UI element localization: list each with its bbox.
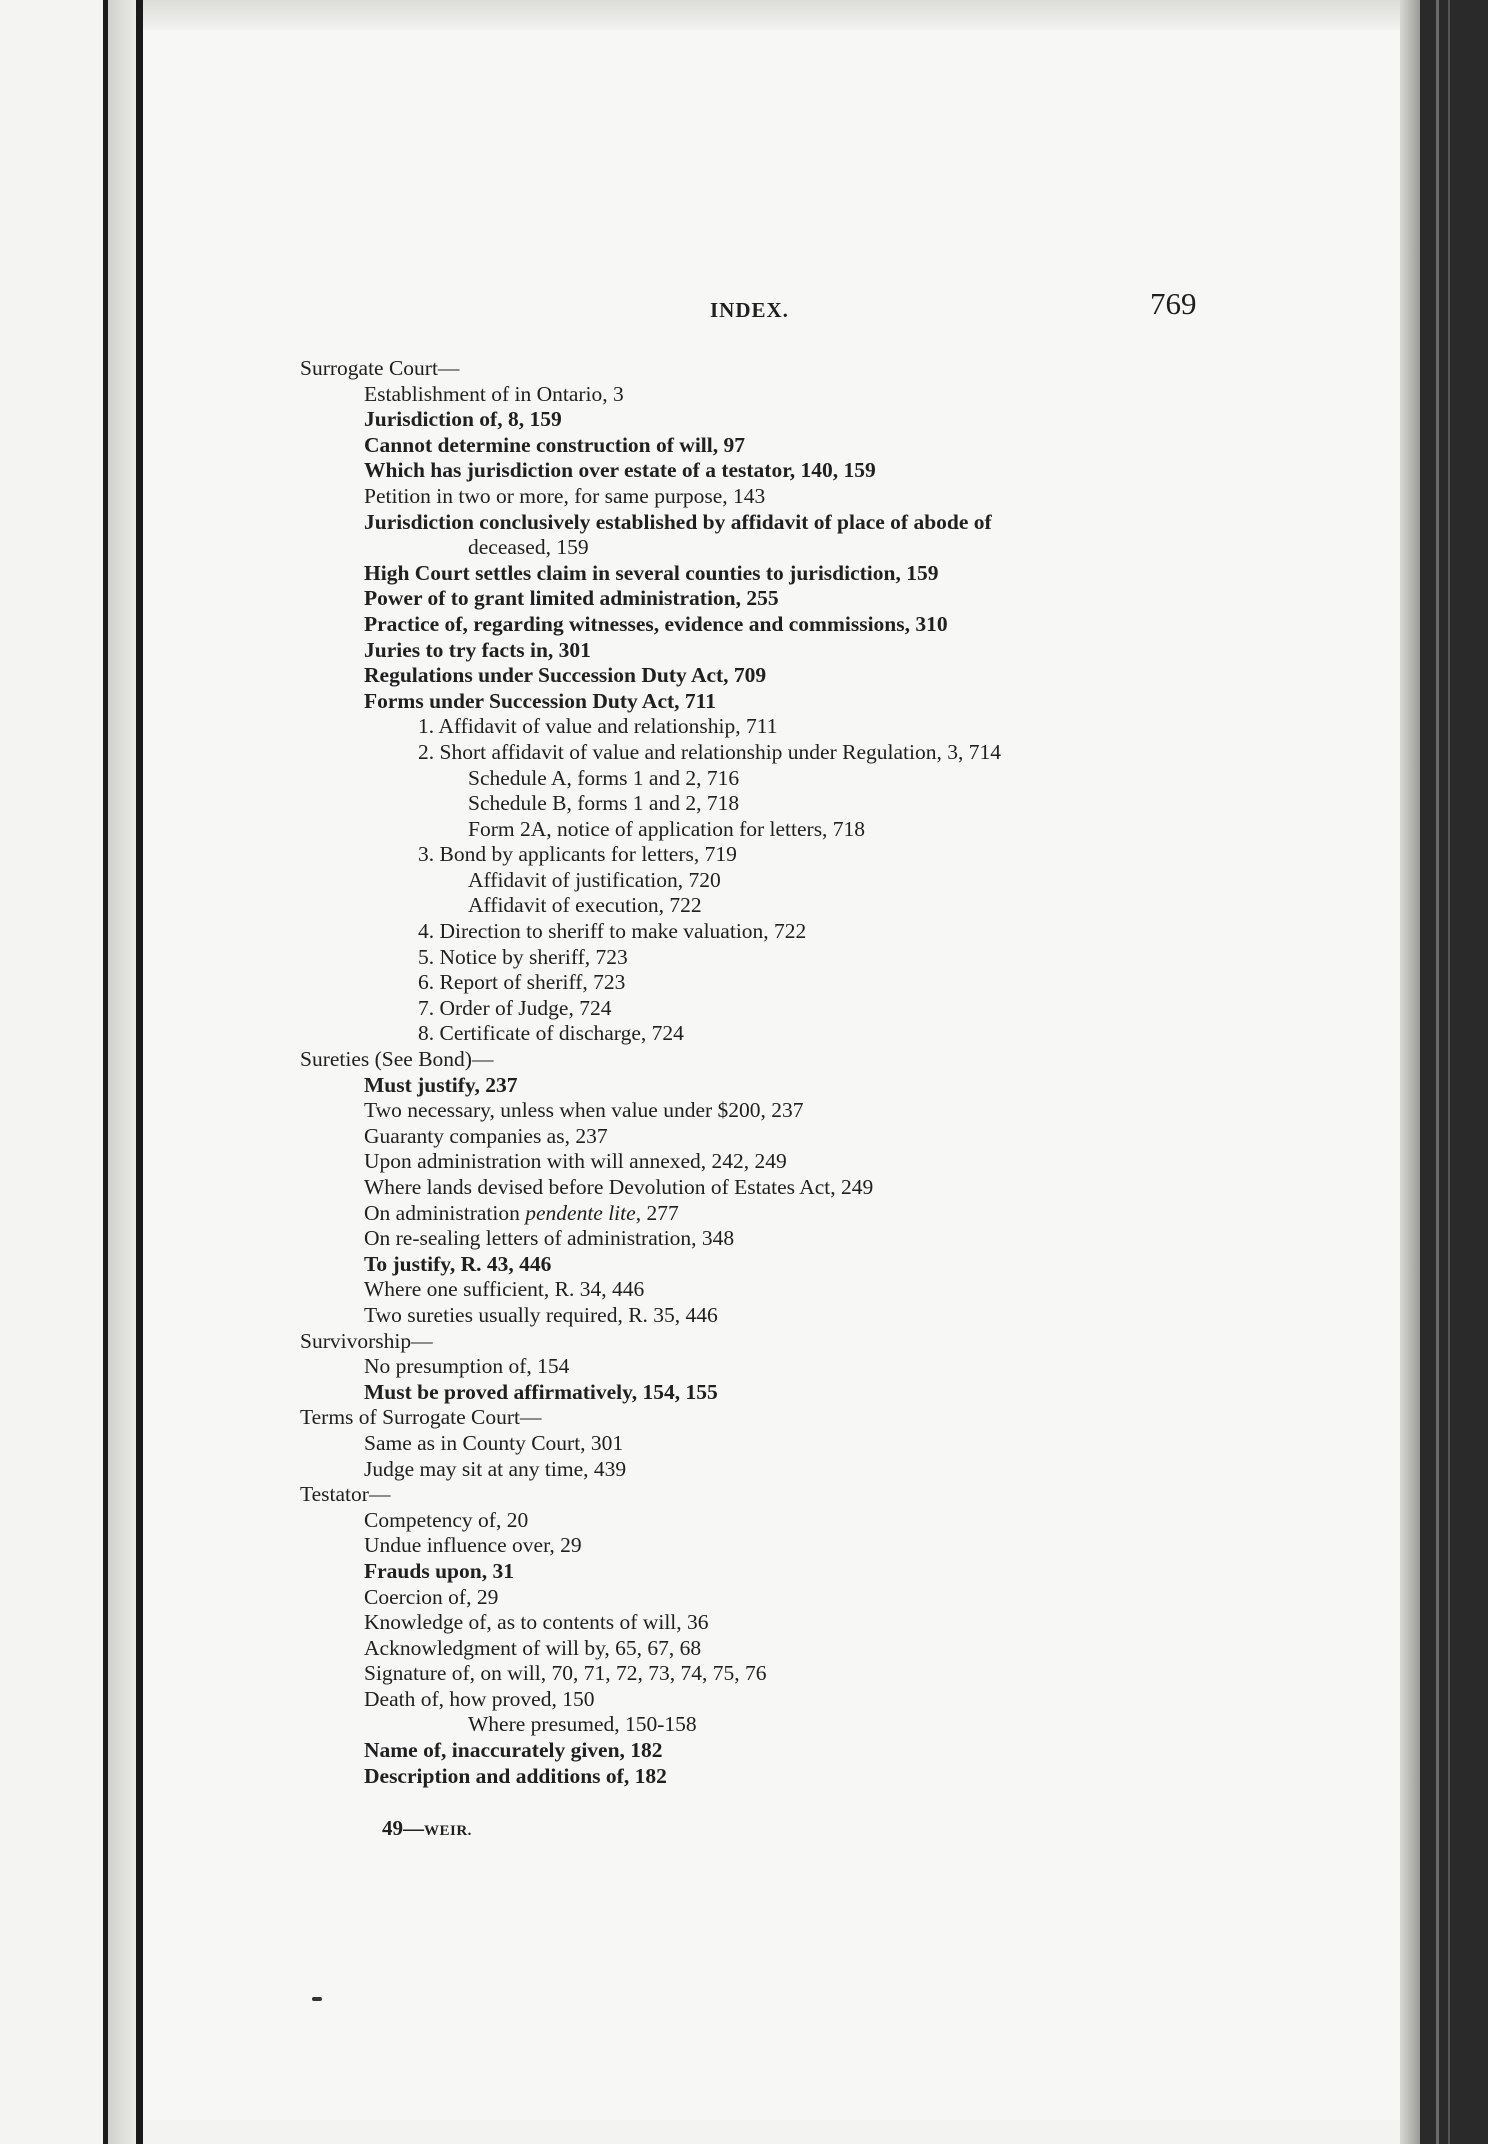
index-subentry: Undue influence over, 29 xyxy=(364,1533,582,1558)
index-continuation: Where presumed, 150-158 xyxy=(468,1712,697,1737)
index-subentry: Regulations under Succession Duty Act, 709 xyxy=(364,663,767,688)
index-subentry: Coercion of, 29 xyxy=(364,1584,499,1609)
index-form-item: 1. Affidavit of value and relationship, 711 xyxy=(418,714,778,739)
scan-speck xyxy=(312,1997,322,2001)
index-form-subitem: Affidavit of justification, 720 xyxy=(468,867,721,892)
index-subentry: Where lands devised before Devolution of Estates Act, 249 xyxy=(364,1175,874,1199)
latin-phrase: pendente lite xyxy=(525,1200,636,1225)
index-heading: Survivorship— xyxy=(300,1328,433,1353)
facing-page-margin xyxy=(0,0,105,2144)
running-head: INDEX. xyxy=(710,298,789,322)
index-subentry: Jurisdiction conclusively established by affidavit of place of abode of xyxy=(364,509,992,534)
index-subentry: Same as in County Court, 301 xyxy=(364,1430,624,1455)
page-edge-left xyxy=(136,0,143,2144)
index-subentry: To justify, R. 43, 446 xyxy=(364,1251,552,1276)
index-form-subitem: Schedule B, forms 1 and 2, 718 xyxy=(468,791,740,816)
index-subentry: Two necessary, unless when value under $200, 237 xyxy=(364,1098,804,1123)
index-subentry: Death of, how proved, 150 xyxy=(364,1686,595,1711)
index-subentry: Judge may sit at any time, 439 xyxy=(364,1456,627,1481)
index-form-item: 8. Certificate of discharge, 724 xyxy=(418,1021,684,1046)
index-form-item: 3. Bond by applicants for letters, 719 xyxy=(418,842,737,867)
index-form-subitem: Form 2A, notice of application for letters, 718 xyxy=(468,816,866,841)
index-subentry: Signature of, on will, 70, 71, 72, 73, 74, 75, 76 xyxy=(364,1661,767,1686)
index-subentry: On re-sealing letters of administration, 348 xyxy=(364,1226,735,1251)
index-subentry: Jurisdiction of, 8, 159 xyxy=(364,407,562,432)
index-subentry: Establishment of in Ontario, 3 xyxy=(364,381,624,406)
index-form-item: 5. Notice by sheriff, 723 xyxy=(418,944,628,969)
gutter-shadow xyxy=(108,0,138,2144)
index-subentry: Two sureties usually required, R. 35, 446 xyxy=(364,1302,718,1327)
top-shadow xyxy=(143,0,1403,30)
index-entries xyxy=(300,356,1220,1789)
index-form-item: 6. Report of sheriff, 723 xyxy=(418,970,626,995)
index-subentry: On administration pendente lite, 277 xyxy=(364,1200,679,1225)
signature-name: WEIR. xyxy=(424,1823,472,1839)
page-stack-line-2 xyxy=(1448,0,1450,2144)
index-subentry: Acknowledgment of will by, 65, 67, 68 xyxy=(364,1635,702,1660)
index-form-subitem: Schedule A, forms 1 and 2, 716 xyxy=(468,765,740,790)
index-subentry: Frauds upon, 31 xyxy=(364,1558,514,1583)
index-subentry: Juries to try facts in, 301 xyxy=(364,637,591,662)
index-subentry: Name of, inaccurately given, 182 xyxy=(364,1738,663,1763)
index-form-item: 2. Short affidavit of value and relationship under Regulation, 3, 714 xyxy=(418,739,1001,764)
index-form-item: 4. Direction to sheriff to make valuation, 722 xyxy=(418,919,807,944)
index-subentry: Guaranty companies as, 237 xyxy=(364,1123,608,1148)
right-edge-shadow xyxy=(1400,0,1420,2144)
index-subentry: Cannot determine construction of will, 97 xyxy=(364,432,745,457)
index-subentry: Which has jurisdiction over estate of a testator, 140, 159 xyxy=(364,458,876,483)
index-form-subitem: Affidavit of execution, 722 xyxy=(468,893,702,918)
printer-signature-mark xyxy=(382,1816,472,1841)
index-heading: Sureties (See Bond)— xyxy=(300,1047,494,1072)
index-subentry: Where one sufficient, R. 34, 446 xyxy=(364,1277,645,1302)
page-stack-line xyxy=(1436,0,1439,2144)
index-subentry: Upon administration with will annexed, 242, 249 xyxy=(364,1149,787,1174)
index-subentry: Forms under Succession Duty Act, 711 xyxy=(364,688,716,713)
index-subentry: High Court settles claim in several counties to jurisdiction, 159 xyxy=(364,560,939,585)
index-subentry: Petition in two or more, for same purpose, 143 xyxy=(364,483,766,508)
page-number: 769 xyxy=(1150,286,1197,321)
index-subentry: No presumption of, 154 xyxy=(364,1354,570,1379)
index-heading: Testator— xyxy=(300,1482,391,1507)
index-continuation: deceased, 159 xyxy=(468,535,589,560)
index-subentry: Description and additions of, 182 xyxy=(364,1763,667,1788)
signature-number: 49— xyxy=(382,1816,424,1840)
scanner-background-right xyxy=(1420,0,1488,2144)
index-subentry: Knowledge of, as to contents of will, 36 xyxy=(364,1610,709,1635)
index-heading: Surrogate Court— xyxy=(300,356,460,380)
index-heading: Terms of Surrogate Court— xyxy=(300,1405,542,1430)
index-form-item: 7. Order of Judge, 724 xyxy=(418,995,612,1020)
index-subentry: Power of to grant limited administration, 255 xyxy=(364,586,779,611)
index-subentry: Practice of, regarding witnesses, evidence and commissions, 310 xyxy=(364,611,948,636)
index-subentry: Must be proved affirmatively, 154, 155 xyxy=(364,1379,718,1404)
index-subentry: Competency of, 20 xyxy=(364,1507,529,1532)
index-subentry: Must justify, 237 xyxy=(364,1072,518,1097)
